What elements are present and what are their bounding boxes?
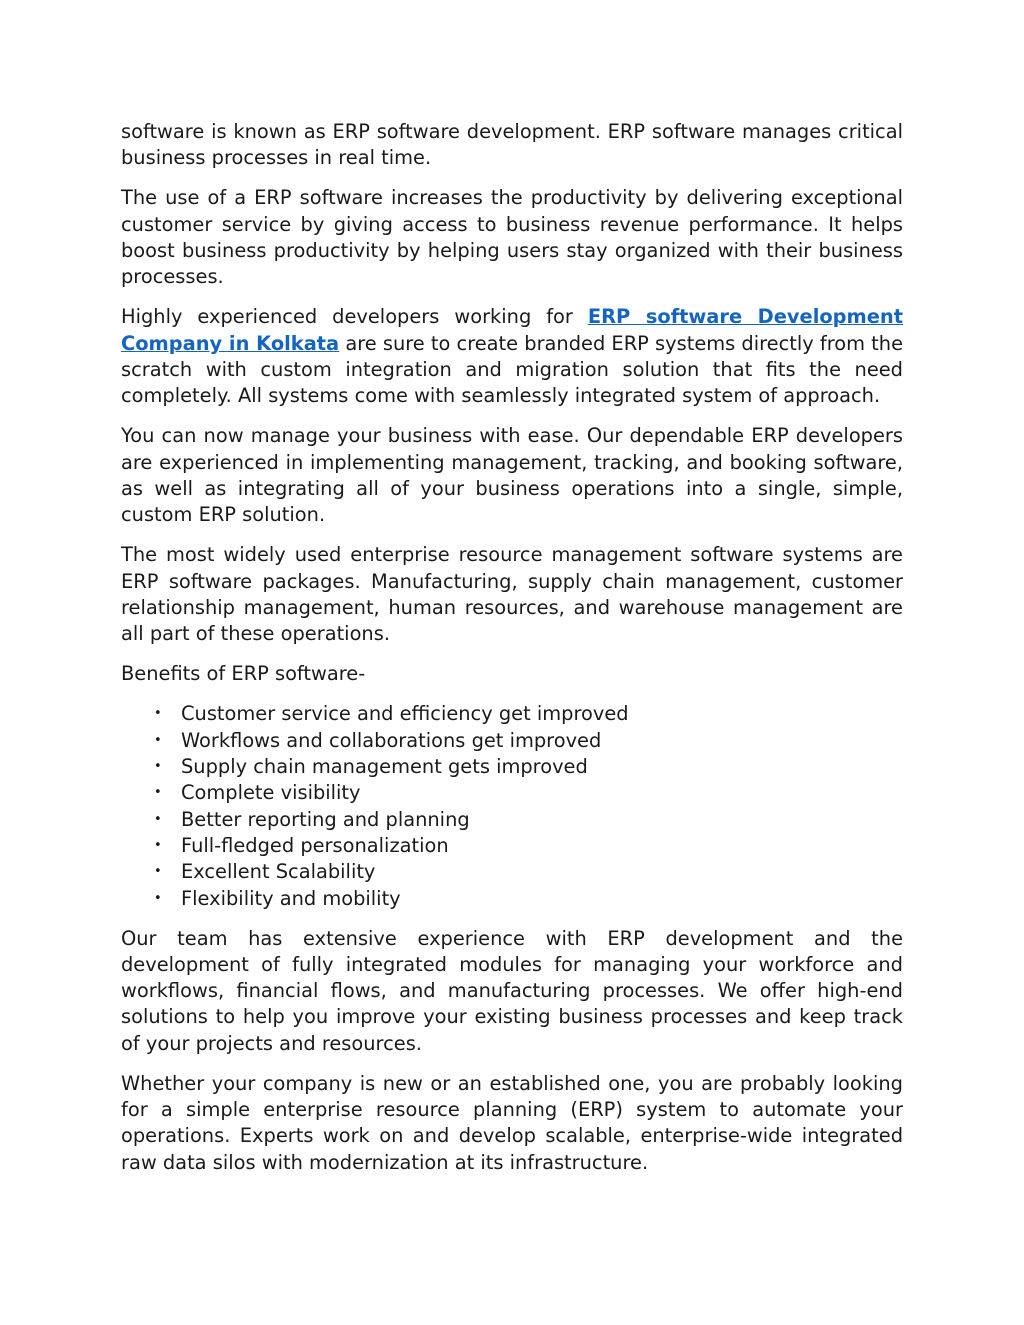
- list-item: [121, 833, 903, 859]
- paragraph-productivity: The use of a ERP software increases the productivity by delivering exceptional customer service by giving access to business revenue performance. It helps boost business productivity by helping users stay organized with their business processes.: [121, 186, 903, 289]
- list-item: [121, 780, 903, 806]
- benefits-list: [121, 701, 903, 911]
- list-item-text: Better reporting and planning: [181, 807, 470, 831]
- bullet-icon: •: [154, 732, 162, 748]
- paragraph-company-erp: Whether your company is new or an established one, you are probably looking for a simple enterprise resource planning (ERP) system to automate your operations. Experts work on and develop scalable, enterprise-wide integrated raw data silos with modernization at its infrastructure.: [121, 1071, 903, 1174]
- list-item-text: Complete visibility: [181, 781, 361, 805]
- bullet-icon: •: [154, 811, 162, 827]
- paragraph-erp-packages: The most widely used enterprise resource management software systems are ERP software packages. Manufacturing, supply chain management, customer relationship management, human resources, and warehouse management are all part of these operations.: [121, 543, 903, 646]
- list-item-text: Excellent Scalability: [181, 860, 376, 884]
- list-item-text: Workflows and collaborations get improved: [181, 728, 602, 752]
- paragraph-erp-definition: software is known as ERP software development. ERP software manages critical business processes in real time.: [121, 120, 903, 170]
- list-item-text: Supply chain management gets improved: [181, 755, 588, 779]
- list-item-text: Customer service and efficiency get improved: [181, 702, 629, 726]
- list-item: [121, 701, 903, 727]
- list-item: [121, 807, 903, 833]
- list-item: [121, 886, 903, 912]
- document-body: [121, 119, 903, 1190]
- erp-company-kolkata-link[interactable]: ERP software Development Company in Kolkata: [121, 305, 903, 355]
- bullet-icon: •: [154, 759, 162, 775]
- list-item: [121, 859, 903, 885]
- bullet-icon: •: [154, 890, 162, 906]
- bullet-icon: •: [154, 706, 162, 722]
- bullet-icon: •: [154, 837, 162, 853]
- benefits-heading: Benefits of ERP software-: [121, 662, 366, 686]
- paragraph-developers: [121, 304, 903, 409]
- list-item-text: Full-fledged personalization: [181, 833, 449, 857]
- bullet-icon: •: [154, 864, 162, 880]
- paragraph-developers-intro: Highly experienced developers working for: [121, 305, 588, 329]
- list-item: [121, 728, 903, 754]
- paragraph-developers-rest: are sure to create branded ERP systems directly from the scratch with custom integration and migration solution that fits the need completely. All systems come with seamlessly integrated system of approach.: [121, 331, 904, 408]
- list-item-text: Flexibility and mobility: [181, 886, 401, 910]
- paragraph-team-experience: Our team has extensive experience with ERP development and the development of fully integrated modules for managing your workforce and workflows, financial flows, and manufacturing processes. We offer high-end solutions to help you improve your existing business processes and keep track of your projects and resources.: [121, 926, 903, 1055]
- bullet-icon: •: [154, 785, 162, 801]
- paragraph-manage-business: You can now manage your business with ease. Our dependable ERP developers are experienced in implementing management, tracking, and booking software, as well as integrating all of your business operations into a single, simple, custom ERP solution.: [121, 424, 903, 527]
- list-item: [121, 754, 903, 780]
